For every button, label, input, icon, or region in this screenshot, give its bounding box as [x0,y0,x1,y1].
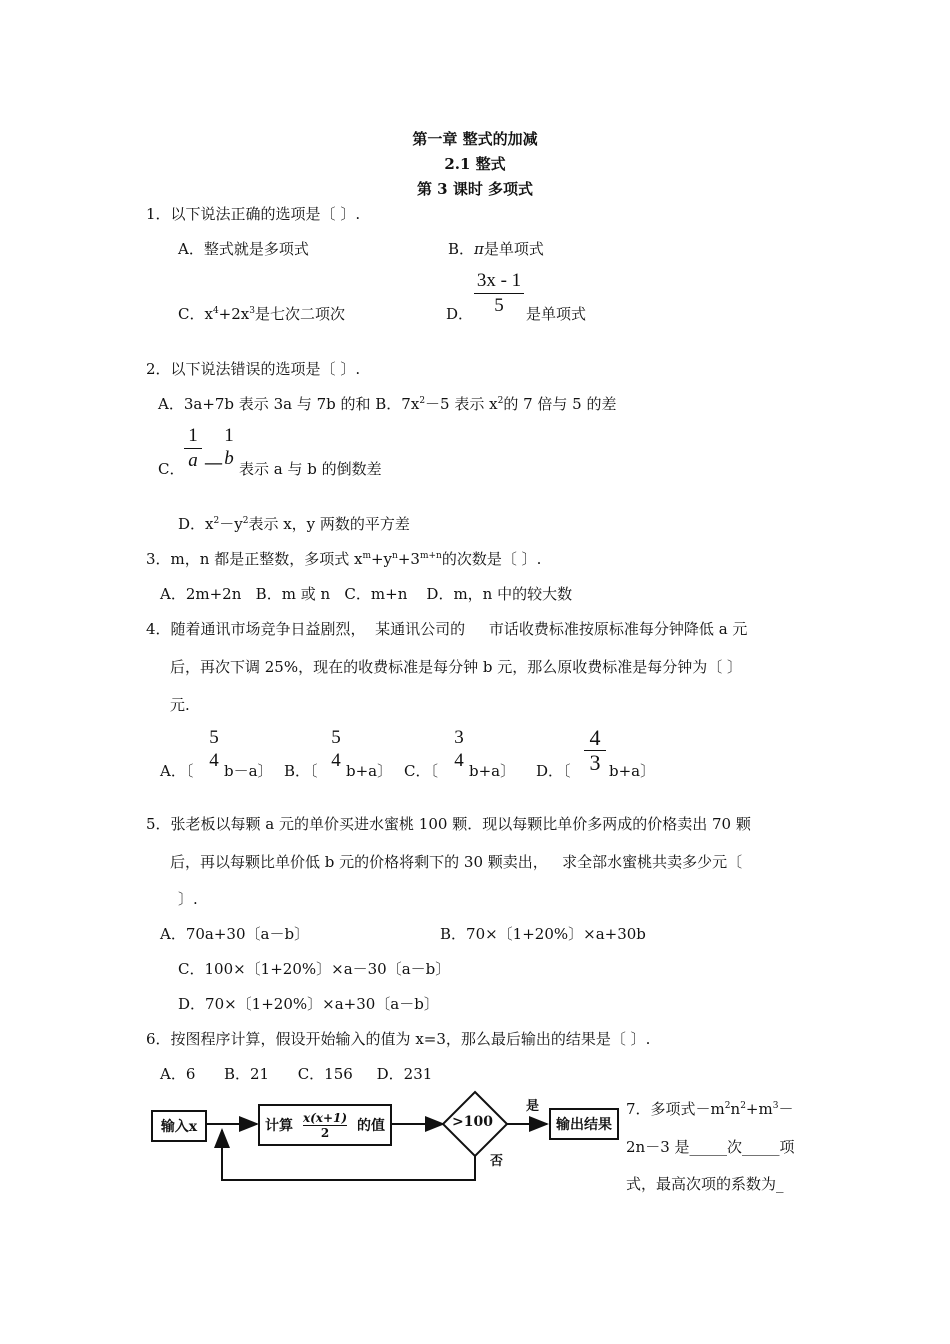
minus-sign: — [204,452,223,474]
q6-options: A．6 B．21 C．156 D．231 [160,1065,433,1083]
q5-line-1: 5．张老板以每颗 a 元的单价买进水蜜桃 100 颗．现以每颗比单价多两成的价格卖出 70 颗 [146,815,751,833]
q3-stem: 3．m，n 都是正整数，多项式 $x^m+y^n+3^{m+n}$的次数是〔 〕. [146,550,542,568]
pi-symbol: π [474,240,484,258]
q4-option-b-tail: b+a〕 [346,762,393,780]
q7-line-3: 式，最高次项的系数为_ [626,1175,784,1193]
q4-option-d-tail: b+a〕 [609,762,656,780]
q5-option-b: B．70×〔1+20%〕×a+30b [440,925,646,943]
q1-option-a: A．整式就是多项式 [178,240,309,258]
q1-stem: 1．以下说法正确的选项是〔 〕. [146,205,361,223]
q3-options: A．2m+2n B．m 或 n C．m+n D．m，n 中的较大数 [160,585,573,603]
section-title: 2.1 整式 [444,155,506,173]
q2-stem: 2．以下说法错误的选项是〔 〕. [146,360,361,378]
q4-option-a-tail: b－a〕 [224,762,273,780]
q4-line-2: 后，再次下调 25%，现在的收费标准是每分钟 b 元，那么原收费标准是每分钟为〔 〕 [170,658,743,676]
q4-option-b-fraction: 5 4 [331,727,341,771]
q4-option-d-fraction: 4 3 [584,727,606,774]
flow-condition-text: >100 [452,1114,493,1130]
q2-option-d: D．$x^2-y^2$表示 x，y 两数的平方差 [178,515,410,533]
lesson-title: 第 3 课时 多项式 [416,180,534,198]
q1-option-d-fraction: 3x - 1 5 [474,270,524,317]
q1-option-b: B．π是单项式 [448,240,544,258]
chapter-title: 第一章 整式的加减 [412,130,538,148]
q1-option-c: C．$x^4+2x^3$是七次二项次 [178,305,345,323]
q2-fraction-1-over-b: 1 b [224,425,234,469]
q4-option-d-label: D．〔 [536,762,571,780]
q4-option-c-label: C．〔 [404,762,438,780]
q5-option-c: C．100×〔1+20%〕×a－30〔a－b〕 [178,960,451,978]
q5-line-2: 后，再以每颗比单价低 b 元的价格将剩下的 30 颗卖出， 求全部水蜜桃共卖多少元〔 [170,853,743,871]
q6-stem: 6．按图程序计算，假设开始输入的值为 x=3，那么最后输出的结果是〔 〕. [146,1030,651,1048]
q4-option-a-label: A．〔 [160,762,194,780]
flow-calc-fraction: x(x+1) 2 [302,1110,348,1140]
q1-option-d-text: 是单项式 [526,305,587,323]
loop-back-line [222,1140,475,1180]
flow-yes-label: 是 [526,1099,540,1114]
q4-option-a-fraction: 5 4 [209,727,219,771]
q5-option-a: A．70a+30〔a－b〕 [160,925,310,943]
q2-fraction-1-over-a: 1 a [184,425,202,472]
q4-option-c-tail: b+a〕 [469,762,516,780]
flow-output-box: 输出结果 [549,1108,619,1140]
q1-option-d-label: D． [446,305,474,323]
flow-input-box: 输入x [151,1110,207,1142]
flow-no-label: 否 [490,1154,504,1169]
q4-line-3: 元. [170,696,190,714]
q4-line-1: 4．随着通讯市场竞争日益剧烈， 某通讯公司的 市话收费标准按原标准每分钟降低 a 元 [146,620,748,638]
flow-calc-box: 计算 x(x+1) 2 的值 [258,1104,392,1146]
q2-option-c-text: 表示 a 与 b 的倒数差 [239,460,382,478]
q5-line-3: 〕. [178,890,198,908]
q5-option-d: D．70×〔1+20%〕×a+30〔a－b〕 [178,995,439,1013]
q7-line-1: 7．多项式$-m^2n^2+m^3-$ [626,1100,794,1118]
q2-option-ab: A．3a+7b 表示 3a 与 7b 的和 B．$7x^2-5$ 表示 $x^2$的 7 倍与 5 的差 [158,395,617,413]
q4-option-b-label: B．〔 [284,762,318,780]
q7-line-2: 2n－3 是_____次_____项 [626,1138,795,1156]
q4-option-c-fraction: 3 4 [454,727,464,771]
q2-option-c-label: C． [158,460,185,478]
